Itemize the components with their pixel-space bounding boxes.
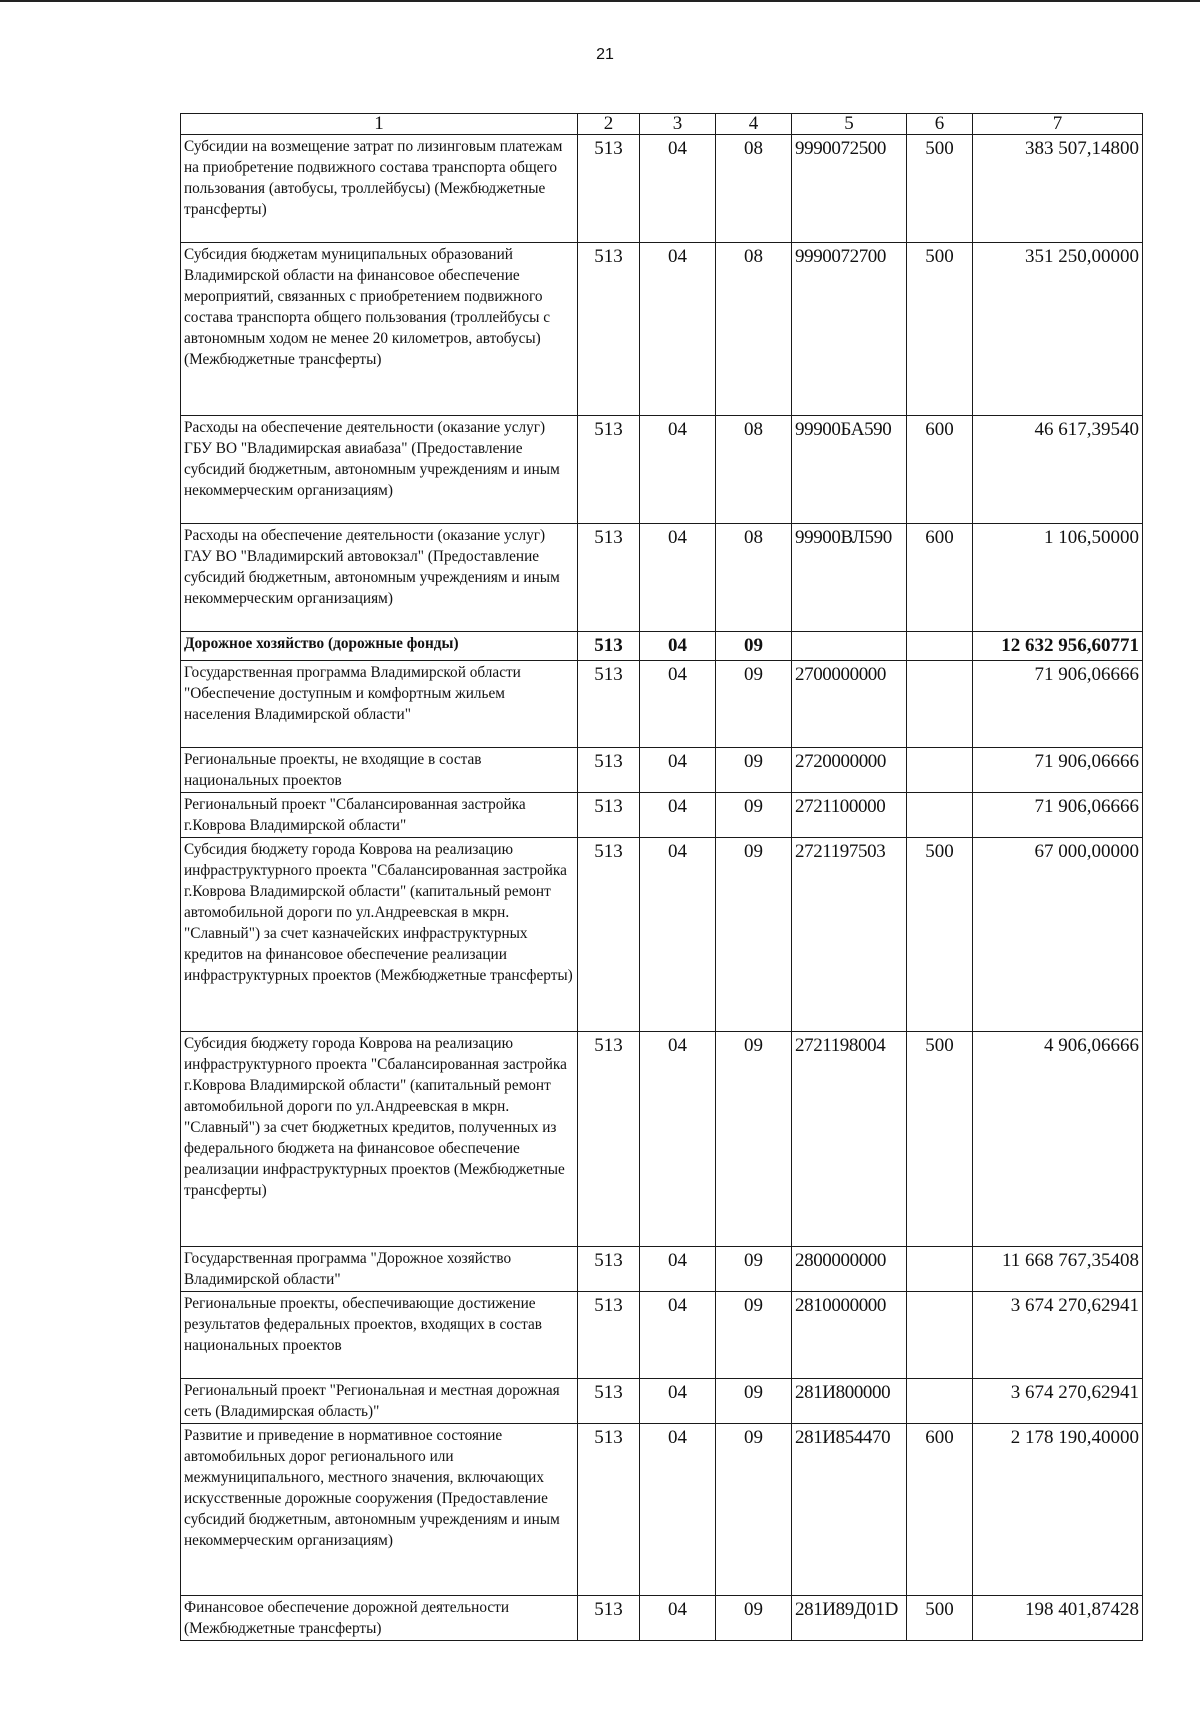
row-section: 04: [640, 838, 716, 1032]
row-grbs: 513: [578, 1596, 640, 1641]
row-expense-type: [907, 1247, 973, 1292]
row-subsection: 08: [716, 243, 792, 416]
row-name: Расходы на обеспечение деятельности (оказание услуг) ГАУ ВО "Владимирский автовокзал" (Предоставление субсидий бюджетным, автономным учреждениям и иным некоммерческим организациям): [181, 524, 578, 632]
row-expense-type: 500: [907, 1596, 973, 1641]
row-target-article: 9990072700: [792, 243, 907, 416]
budget-table: [180, 113, 1143, 1641]
table-row-subtotal: [181, 632, 1143, 661]
row-name: Субсидия бюджету города Коврова на реализацию инфраструктурного проекта "Сбалансированная застройка г.Коврова Владимирской области" (капитальный ремонт автомобильной дороги по ул.Андреевская в мкрн. "Славный") за счет бюджетных кредитов, полученных из федерального бюджета на финансовое обеспечение реализации инфраструктурных проектов (Межбюджетные трансферты): [181, 1032, 578, 1247]
table-row: [181, 748, 1143, 793]
row-amount: 71 906,06666: [973, 661, 1143, 748]
row-expense-type: 500: [907, 838, 973, 1032]
row-section: 04: [640, 793, 716, 838]
row-section: 04: [640, 1379, 716, 1424]
row-name: Финансовое обеспечение дорожной деятельности (Межбюджетные трансферты): [181, 1596, 578, 1641]
row-target-article: 2721100000: [792, 793, 907, 838]
row-expense-type: [907, 1379, 973, 1424]
row-expense-type: 600: [907, 1424, 973, 1596]
header-cell: 7: [973, 114, 1143, 135]
row-amount: 11 668 767,35408: [973, 1247, 1143, 1292]
row-subsection: 08: [716, 135, 792, 243]
row-target-article: 2721198004: [792, 1032, 907, 1247]
row-name: Субсидия бюджетам муниципальных образований Владимирской области на финансовое обеспечение мероприятий, связанных с приобретением подвижного состава транспорта общего пользования (троллейбусы с автономным ходом не менее 20 километров, автобусы) (Межбюджетные трансферты): [181, 243, 578, 416]
row-name: Государственная программа "Дорожное хозяйство Владимирской области": [181, 1247, 578, 1292]
row-section: 04: [640, 1596, 716, 1641]
row-grbs: 513: [578, 416, 640, 524]
row-name: Расходы на обеспечение деятельности (оказание услуг) ГБУ ВО "Владимирская авиабаза" (Предоставление субсидий бюджетным, автономным учреждениям и иным некоммерческим организациям): [181, 416, 578, 524]
row-section: 04: [640, 1424, 716, 1596]
row-grbs: 513: [578, 632, 640, 661]
table-row: [181, 661, 1143, 748]
row-target-article: 9990072500: [792, 135, 907, 243]
row-grbs: 513: [578, 1247, 640, 1292]
row-amount: 12 632 956,60771: [973, 632, 1143, 661]
row-target-article: 2800000000: [792, 1247, 907, 1292]
row-target-article: 281И800000: [792, 1379, 907, 1424]
header-cell: 4: [716, 114, 792, 135]
row-name: Региональный проект "Региональная и местная дорожная сеть (Владимирская область)": [181, 1379, 578, 1424]
row-target-article: 2810000000: [792, 1292, 907, 1379]
row-section: 04: [640, 1032, 716, 1247]
row-section: 04: [640, 1292, 716, 1379]
row-expense-type: 600: [907, 524, 973, 632]
table-row: [181, 1379, 1143, 1424]
row-amount: 1 106,50000: [973, 524, 1143, 632]
row-subsection: 09: [716, 1247, 792, 1292]
page-number: 21: [596, 46, 614, 63]
row-name: Государственная программа Владимирской области "Обеспечение доступным и комфортным жильем населения Владимирской области": [181, 661, 578, 748]
row-grbs: 513: [578, 135, 640, 243]
row-expense-type: 500: [907, 243, 973, 416]
row-grbs: 513: [578, 524, 640, 632]
row-expense-type: [907, 1292, 973, 1379]
header-cell: 2: [578, 114, 640, 135]
row-section: 04: [640, 524, 716, 632]
row-target-article: 2700000000: [792, 661, 907, 748]
row-target-article: 281И89Д01D: [792, 1596, 907, 1641]
row-amount: 67 000,00000: [973, 838, 1143, 1032]
row-subsection: 09: [716, 1379, 792, 1424]
table-row: [181, 1424, 1143, 1596]
row-amount: 3 674 270,62941: [973, 1379, 1143, 1424]
row-amount: 71 906,06666: [973, 748, 1143, 793]
row-amount: 46 617,39540: [973, 416, 1143, 524]
table-row: [181, 1292, 1143, 1379]
row-subsection: 08: [716, 416, 792, 524]
row-target-article: 2721197503: [792, 838, 907, 1032]
row-target-article: 99900ВЛ590: [792, 524, 907, 632]
row-grbs: 513: [578, 748, 640, 793]
table-row: [181, 1032, 1143, 1247]
row-name: Субсидии на возмещение затрат по лизинговым платежам на приобретение подвижного состава транспорта общего пользования (автобусы, троллейбусы) (Межбюджетные трансферты): [181, 135, 578, 243]
row-section: 04: [640, 416, 716, 524]
row-subsection: 09: [716, 1596, 792, 1641]
row-section: 04: [640, 632, 716, 661]
row-section: 04: [640, 135, 716, 243]
row-amount: 4 906,06666: [973, 1032, 1143, 1247]
row-amount: 351 250,00000: [973, 243, 1143, 416]
row-subsection: 09: [716, 793, 792, 838]
row-grbs: 513: [578, 1379, 640, 1424]
row-name: Региональный проект "Сбалансированная застройка г.Коврова Владимирской области": [181, 793, 578, 838]
table-row: [181, 524, 1143, 632]
table-row: [181, 1247, 1143, 1292]
row-amount: 2 178 190,40000: [973, 1424, 1143, 1596]
table-row: [181, 416, 1143, 524]
row-amount: 3 674 270,62941: [973, 1292, 1143, 1379]
table-row: [181, 1596, 1143, 1641]
top-border-line: [0, 0, 1200, 2]
row-target-article: 99900БА590: [792, 416, 907, 524]
row-expense-type: [907, 748, 973, 793]
row-amount: 71 906,06666: [973, 793, 1143, 838]
row-subsection: 09: [716, 838, 792, 1032]
row-expense-type: 500: [907, 135, 973, 243]
row-name: Развитие и приведение в нормативное состояние автомобильных дорог регионального или межмуниципального, местного значения, включающих искусственные дорожные сооружения (Предоставление субсидий бюджетным, автономным учреждениям и иным некоммерческим организациям): [181, 1424, 578, 1596]
table-row: [181, 793, 1143, 838]
row-target-article: 2720000000: [792, 748, 907, 793]
row-section: 04: [640, 661, 716, 748]
row-target-article: [792, 632, 907, 661]
row-grbs: 513: [578, 1032, 640, 1247]
row-subsection: 08: [716, 524, 792, 632]
row-name: Дорожное хозяйство (дорожные фонды): [181, 632, 578, 661]
row-grbs: 513: [578, 1292, 640, 1379]
table-row: [181, 243, 1143, 416]
header-cell: 5: [792, 114, 907, 135]
row-name: Субсидия бюджету города Коврова на реализацию инфраструктурного проекта "Сбалансированная застройка г.Коврова Владимирской области" (капитальный ремонт автомобильной дороги по ул.Андреевская в мкрн. "Славный") за счет казначейских инфраструктурных кредитов на финансовое обеспечение реализации инфраструктурных проектов (Межбюджетные трансферты): [181, 838, 578, 1032]
row-name: Региональные проекты, обеспечивающие достижение результатов федеральных проектов, входящих в состав национальных проектов: [181, 1292, 578, 1379]
row-section: 04: [640, 748, 716, 793]
row-section: 04: [640, 243, 716, 416]
row-subsection: 09: [716, 1032, 792, 1247]
row-grbs: 513: [578, 793, 640, 838]
row-grbs: 513: [578, 1424, 640, 1596]
row-section: 04: [640, 1247, 716, 1292]
row-grbs: 513: [578, 661, 640, 748]
row-amount: 198 401,87428: [973, 1596, 1143, 1641]
row-expense-type: 500: [907, 1032, 973, 1247]
row-subsection: 09: [716, 748, 792, 793]
row-subsection: 09: [716, 1424, 792, 1596]
header-cell: 1: [181, 114, 578, 135]
row-subsection: 09: [716, 661, 792, 748]
row-amount: 383 507,14800: [973, 135, 1143, 243]
row-expense-type: 600: [907, 416, 973, 524]
row-target-article: 281И854470: [792, 1424, 907, 1596]
row-grbs: 513: [578, 243, 640, 416]
row-expense-type: [907, 632, 973, 661]
row-expense-type: [907, 661, 973, 748]
row-subsection: 09: [716, 632, 792, 661]
header-cell: 6: [907, 114, 973, 135]
row-name: Региональные проекты, не входящие в состав национальных проектов: [181, 748, 578, 793]
row-grbs: 513: [578, 838, 640, 1032]
row-expense-type: [907, 793, 973, 838]
table-row: [181, 838, 1143, 1032]
row-subsection: 09: [716, 1292, 792, 1379]
header-cell: 3: [640, 114, 716, 135]
table-row: [181, 135, 1143, 243]
header-row: [181, 114, 1143, 135]
